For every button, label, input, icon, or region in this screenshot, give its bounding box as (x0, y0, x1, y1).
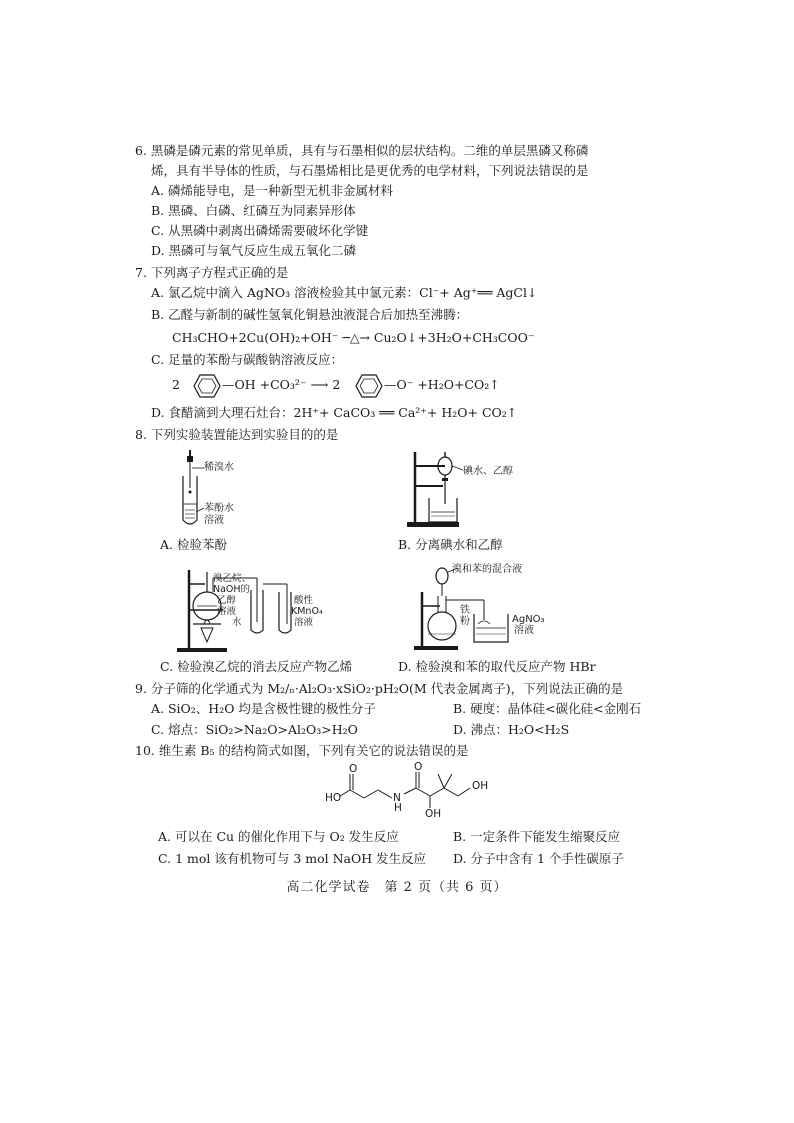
apparatus-c-label-water: 水 (232, 617, 242, 628)
q9-option-c: C. 熔点：SiO₂>Na₂O>Al₂O₃>H₂O (151, 722, 358, 737)
q9-option-b: B. 硬度：晶体硅<碳化硅<金刚石 (453, 701, 642, 716)
apparatus-a-label-phenol: 苯酚水 (204, 503, 234, 514)
apparatus-d-label-solution: 溶液 (514, 625, 534, 636)
q10-option-b: B. 一定条件下能发生缩聚反应 (453, 829, 621, 844)
q8-caption-c: C. 检验溴乙烷的消去反应产物乙烯 (160, 659, 353, 674)
q8-caption-a: A. 检验苯酚 (160, 537, 227, 552)
apparatus-c-label-naoh: NaOH的 (213, 584, 251, 595)
q10-option-c: C. 1 mol 该有机物可与 3 mol NaOH 发生反应 (158, 851, 427, 866)
apparatus-c-label-ethanol: 乙醇 (217, 595, 237, 606)
apparatus-c-label-acidic: 酸性 (294, 595, 314, 606)
structure-oh1: OH (425, 808, 442, 820)
apparatus-c-label-solution2: 溶液 (294, 617, 314, 628)
q10-stem: 10. 维生素 B₅ 的结构简式如图，下列有关它的说法错误的是 (135, 743, 469, 758)
apparatus-c-label-kmno4: KMnO₄ (291, 606, 323, 617)
q8-caption-b: B. 分离碘水和乙醇 (398, 537, 503, 552)
structure-oh2: OH (472, 780, 489, 792)
q10-option-d: D. 分子中含有 1 个手性碳原子 (453, 851, 624, 866)
structure-ho: HO (325, 792, 342, 804)
q7-option-c: C. 足量的苯酚与碳酸钠溶液反应： (151, 352, 344, 367)
q7-c-eq-middle: —OH +CO₃²⁻ ⟶ 2 (222, 377, 341, 392)
q7-option-b-equation: CH₃CHO+2Cu(OH)₂+OH⁻ ─△→ Cu₂O↓+3H₂O+CH₃COO⁻ (172, 330, 535, 345)
q6-option-d: D. 黑磷可与氧气反应生成五氧化二磷 (151, 243, 357, 258)
apparatus-c-label-solution: 溶液 (217, 606, 237, 617)
q7-option-b: B. 乙醛与新制的碱性氢氧化铜悬浊液混合后加热至沸腾： (151, 307, 469, 322)
q7-c-coef: 2 (172, 377, 180, 392)
apparatus-a-label-solution: 溶液 (204, 515, 224, 526)
structure-n: N (393, 792, 401, 804)
apparatus-a-label-bromine: 稀溴水 (204, 462, 234, 473)
q10-option-a: A. 可以在 Cu 的催化作用下与 O₂ 发生反应 (158, 829, 399, 844)
q9-option-d: D. 沸点：H₂O<H₂S (453, 722, 570, 737)
apparatus-d-substitution (412, 562, 532, 654)
q7-stem: 7. 下列离子方程式正确的是 (135, 265, 289, 280)
q7-option-a: A. 氯乙烷中滴入 AgNO₃ 溶液检验其中氯元素：Cl⁻+ Ag⁺══ AgCl↓ (151, 285, 538, 300)
structure-h: H (394, 802, 402, 814)
structure-o2: O (414, 761, 423, 773)
apparatus-d-label-iron: 铁 (460, 605, 470, 616)
q6-option-b: B. 黑磷、白磷、红磷互为同素异形体 (151, 203, 356, 218)
q6-stem-line2: 烯，具有半导体的性质，与石墨烯相比是更优秀的电学材料，下列说法错误的是 (151, 163, 589, 178)
apparatus-d-label-agno3: AgNO₃ (512, 614, 545, 625)
apparatus-d-label-mixture: 溴和苯的混合液 (452, 564, 522, 575)
q7-c-eq-right: —O⁻ +H₂O+CO₂↑ (384, 377, 500, 392)
q6-option-c: C. 从黑磷中剥离出磷烯需要破坏化学键 (151, 223, 369, 238)
q6-stem-line1: 6. 黑磷是磷元素的常见单质，具有与石墨相似的层状结构。二维的单层黑磷又称磷 (135, 143, 589, 158)
q6-option-a: A. 磷烯能导电，是一种新型无机非金属材料 (151, 183, 393, 198)
apparatus-c-label-bromoethane: 溴乙烷、 (213, 573, 252, 584)
structure-o1: O (349, 763, 358, 775)
q8-caption-d: D. 检验溴和苯的取代反应产物 HBr (398, 659, 596, 674)
q9-option-a: A. SiO₂、H₂O 均是含极性键的极性分子 (151, 701, 376, 716)
apparatus-b-separatory (405, 446, 485, 530)
apparatus-d-label-powder: 粉 (460, 616, 470, 627)
q8-stem: 8. 下列实验装置能达到实验目的的是 (135, 427, 339, 442)
q7-option-d: D. 食醋滴到大理石灶台：2H⁺+ CaCO₃ ══ Ca²⁺+ H₂O+ CO₂↑ (151, 405, 518, 420)
q9-stem: 9. 分子筛的化学通式为 M₂/ₙ·Al₂O₃·xSiO₂·pH₂O(M 代表金属离子)，下列说法正确的是 (135, 681, 624, 696)
apparatus-b-label-iodine: 碘水、乙醇 (463, 466, 513, 477)
page-footer: 高二化学试卷 第 2 页（共 6 页） (286, 880, 508, 895)
